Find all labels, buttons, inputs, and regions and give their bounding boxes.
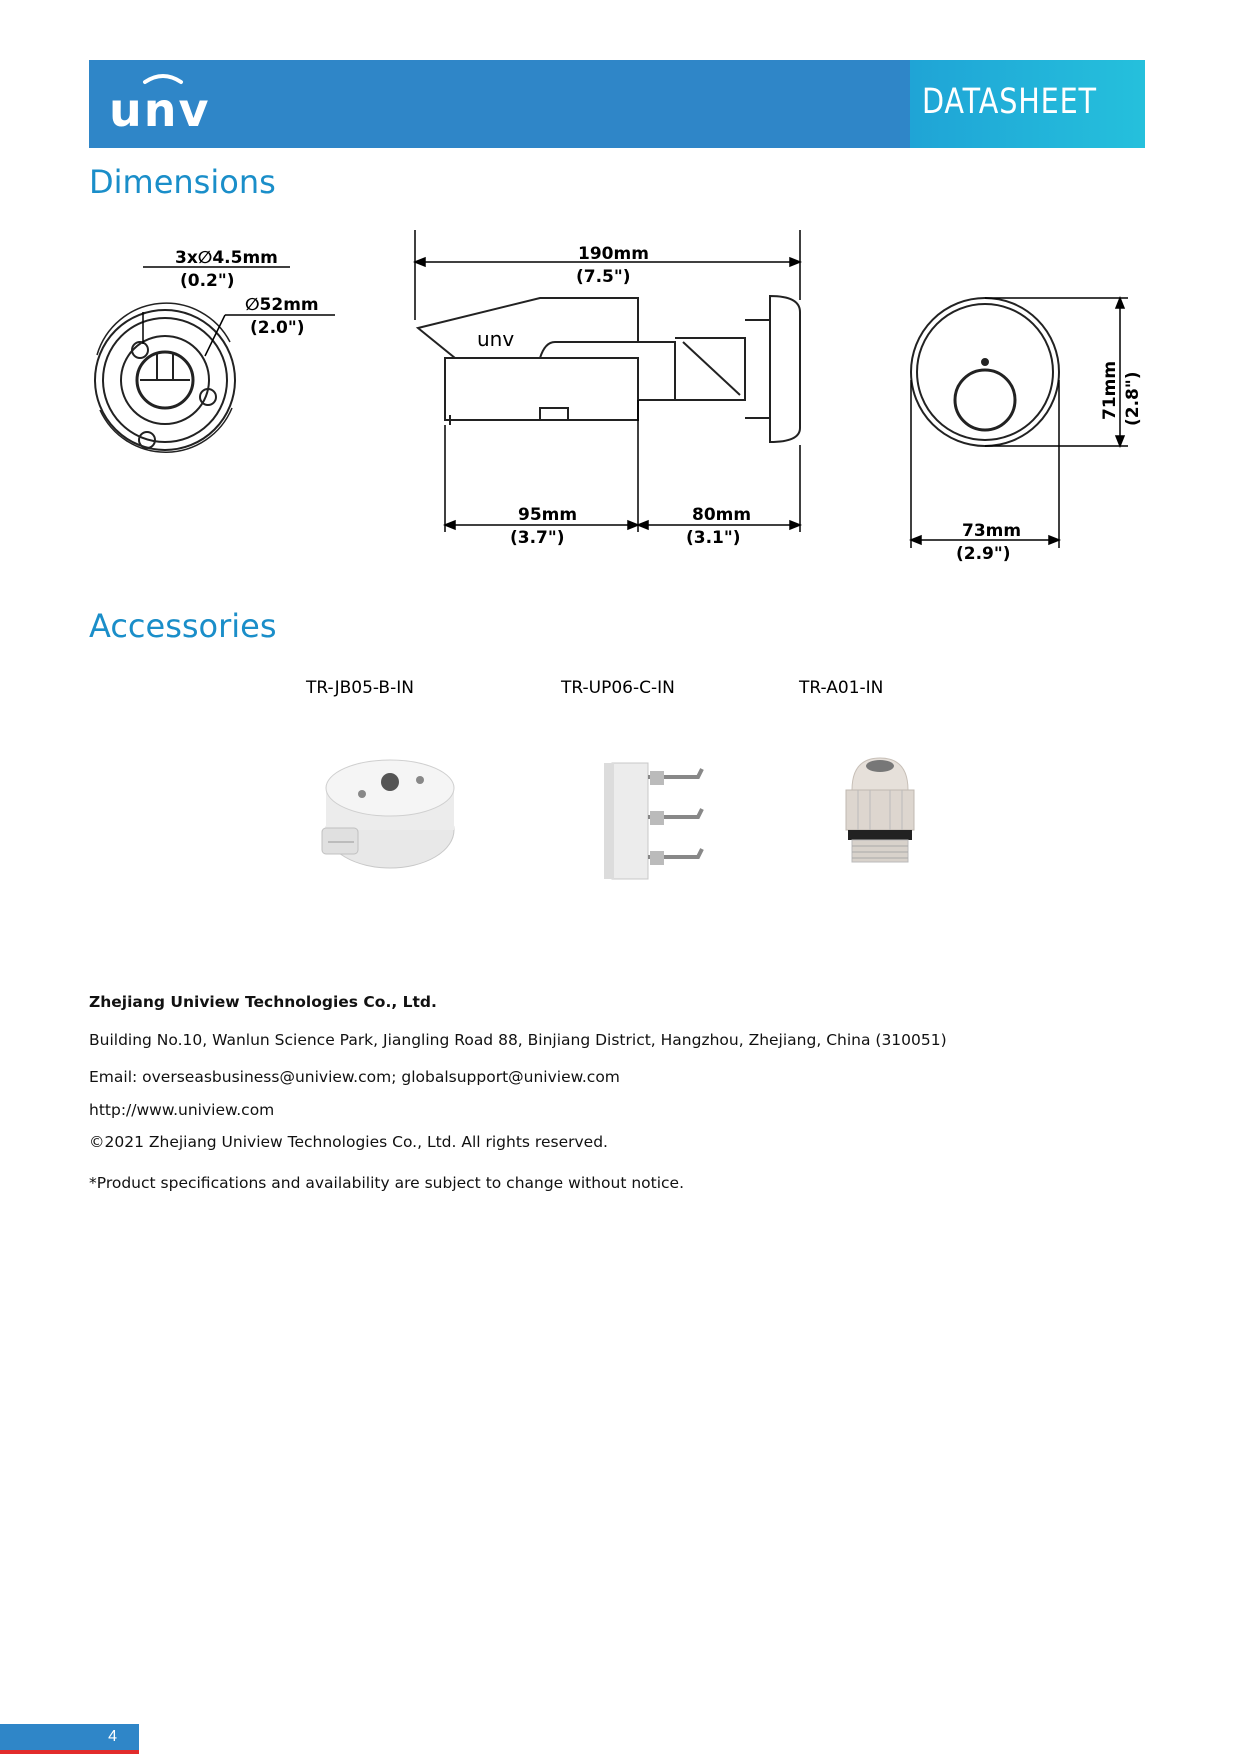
spec-notice: *Product specifications and availability are subject to change without notice. [89,1174,685,1192]
body-length-label: 95mm [518,505,578,525]
ring-spec-label: ∅52mm [245,295,319,315]
copyright-text: ©2021 Zhejiang Uniview Technologies Co., Ltd. All rights reserved. [89,1133,608,1151]
rear-height-label: 71mm [1100,360,1120,420]
datasheet-tab [910,60,1145,148]
company-name: Zhejiang Uniview Technologies Co., Ltd. [89,993,437,1011]
hole-spec-label: 3x∅4.5mm [175,248,278,268]
side-view-diagram [418,296,800,442]
website-link[interactable]: http://www.uniview.com [89,1101,275,1119]
rear-view-diagram [911,298,1059,446]
contact-email[interactable]: Email: overseasbusiness@uniview.com; globalsupport@uniview.com [89,1068,620,1086]
dimensions-title: Dimensions [89,163,276,201]
dimension-drawing [0,230,1241,570]
front-view-diagram [95,303,235,452]
bracket-length-inch-label: (3.1") [686,528,741,548]
camera-logo: unv [477,327,515,351]
rear-height-inch-label: (2.8") [1123,371,1143,426]
bracket-length-label: 80mm [692,505,752,525]
rear-width-label: 73mm [962,521,1022,541]
accessory-label-pole-mount: TR-UP06-C-IN [561,678,675,698]
junction-box-icon [312,750,462,880]
accessories-title: Accessories [89,607,277,645]
total-length-inch-label: (7.5") [576,267,631,287]
page-number-underline [0,1750,139,1754]
total-length-label: 190mm [578,244,649,264]
company-address: Building No.10, Wanlun Science Park, Jiangling Road 88, Binjiang District, Hangzhou, Zhejiang, China (310051) [89,1031,947,1049]
unv-logo [103,68,243,138]
svg-text:unv: unv [109,83,211,137]
datasheet-label: DATASHEET [922,82,1097,122]
page-number: 4 [108,1728,117,1745]
cable-gland-icon [830,750,930,880]
accessory-label-junction-box: TR-JB05-B-IN [306,678,414,698]
hole-spec-inch-label: (0.2") [180,271,235,291]
ring-spec-inch-label: (2.0") [250,318,305,338]
pole-mount-icon [600,755,710,885]
body-length-inch-label: (3.7") [510,528,565,548]
rear-width-inch-label: (2.9") [956,544,1011,564]
accessory-label-cable-gland: TR-A01-IN [799,678,884,698]
header-banner [89,60,1145,148]
